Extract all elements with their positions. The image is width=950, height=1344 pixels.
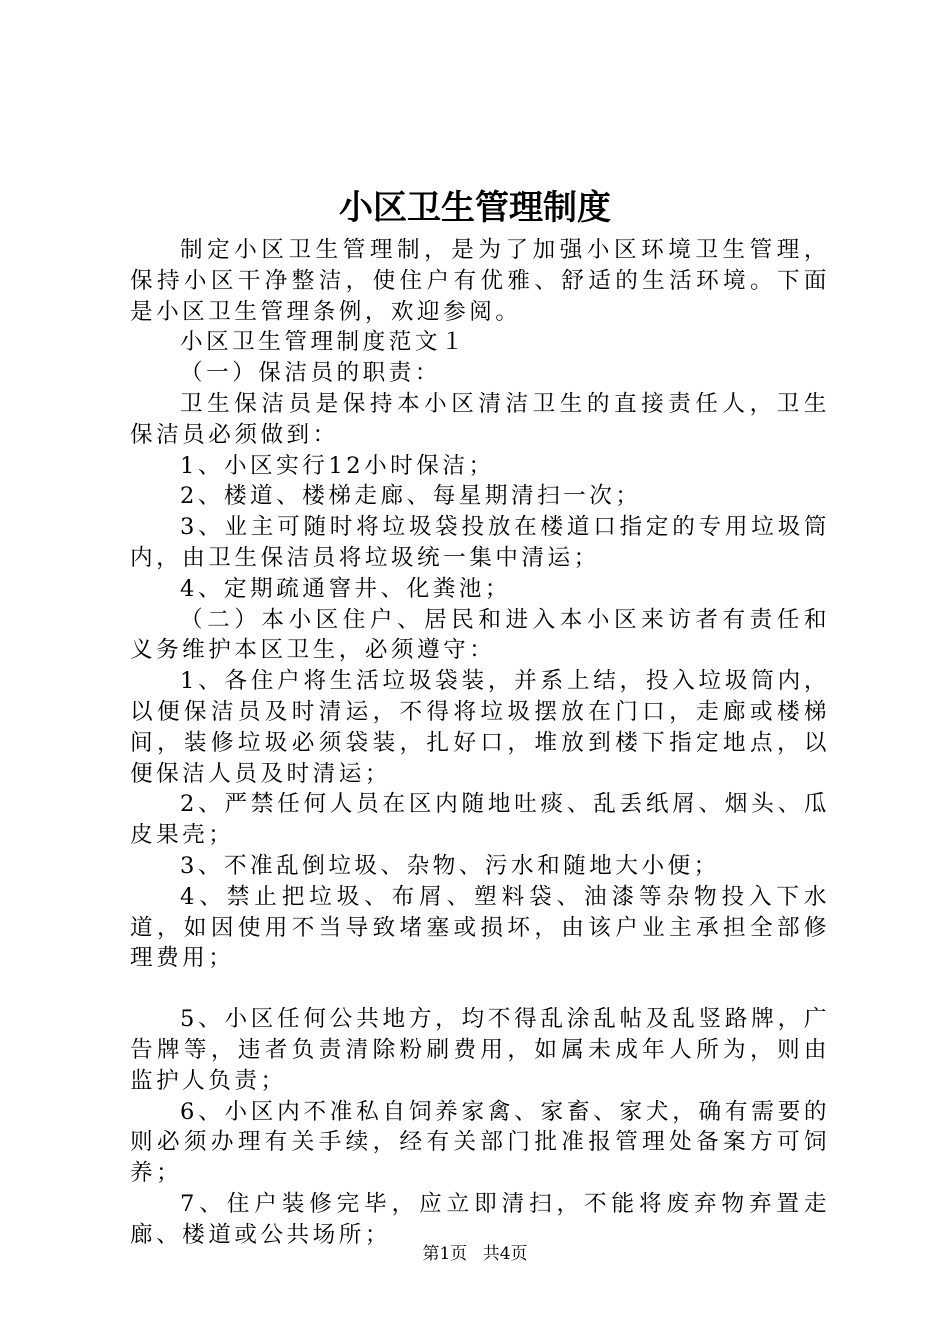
section-heading: 小区卫生管理制度范文１ [180, 329, 468, 356]
list-item: 1、小区实行12小时保洁； [180, 452, 495, 479]
list-item: 4、定期疏通窨井、化粪池； [180, 575, 511, 602]
list-item: 1、各住户将生活垃圾袋装，并系上结，投入垃圾筒内，以便保洁员及时清运，不得将垃圾摆放在门口，走廊或楼梯间，装修垃圾必须袋装，扎好口，堆放到楼下指定地点，以便保洁人员及时清运； [130, 668, 830, 787]
paragraph: 卫生保洁员是保持本小区清洁卫生的直接责任人，卫生保洁员必须做到： [130, 390, 830, 448]
page-number: 第1页 [422, 1244, 468, 1264]
list-item: 7、住户装修完毕，应立即清扫，不能将废弃物弃置走廊、楼道或公共场所； [130, 1190, 830, 1248]
document-title: 小区卫生管理制度 [339, 188, 611, 228]
list-item: 6、小区内不准私自饲养家禽、家畜、家犬，确有需要的则必须办理有关手续，经有关部门批准报管理处备案方可饲养； [130, 1098, 830, 1187]
document-body [130, 235, 830, 1251]
list-item: 3、不准乱倒垃圾、杂物、污水和随地大小便； [180, 852, 720, 879]
list-item: 3、业主可随时将垃圾袋投放在楼道口指定的专用垃圾筒内，由卫生保洁员将垃圾统一集中清运； [130, 514, 830, 571]
subsection-heading: （二）本小区住户、居民和进入本小区来访者有责任和义务维护本区卫生，必须遵守： [130, 606, 830, 664]
intro-paragraph: 制定小区卫生管理制，是为了加强小区环境卫生管理，保持小区干净整洁，使住户有优雅、舒适的生活环境。下面是小区卫生管理条例，欢迎参阅。 [130, 237, 830, 325]
list-item: 5、小区任何公共地方，均不得乱涂乱帖及乱竖路牌，广告牌等，违者负责清除粉刷费用，如属未成年人所为，则由监护人负责； [130, 1006, 830, 1094]
list-item: 4、禁止把垃圾、布屑、塑料袋、油漆等杂物投入下水道，如因使用不当导致堵塞或损坏，由该户业主承担全部修理费用； [130, 883, 830, 972]
blank-line [130, 974, 830, 1004]
subsection-heading: （一）保洁员的职责： [180, 360, 441, 387]
list-item: 2、严禁任何人员在区内随地吐痰、乱丢纸屑、烟头、瓜皮果壳； [130, 791, 830, 849]
page-total: 共4页 [482, 1244, 528, 1264]
list-item: 2、楼道、楼梯走廊、每星期清扫一次； [180, 483, 642, 510]
page-footer [0, 1241, 950, 1267]
